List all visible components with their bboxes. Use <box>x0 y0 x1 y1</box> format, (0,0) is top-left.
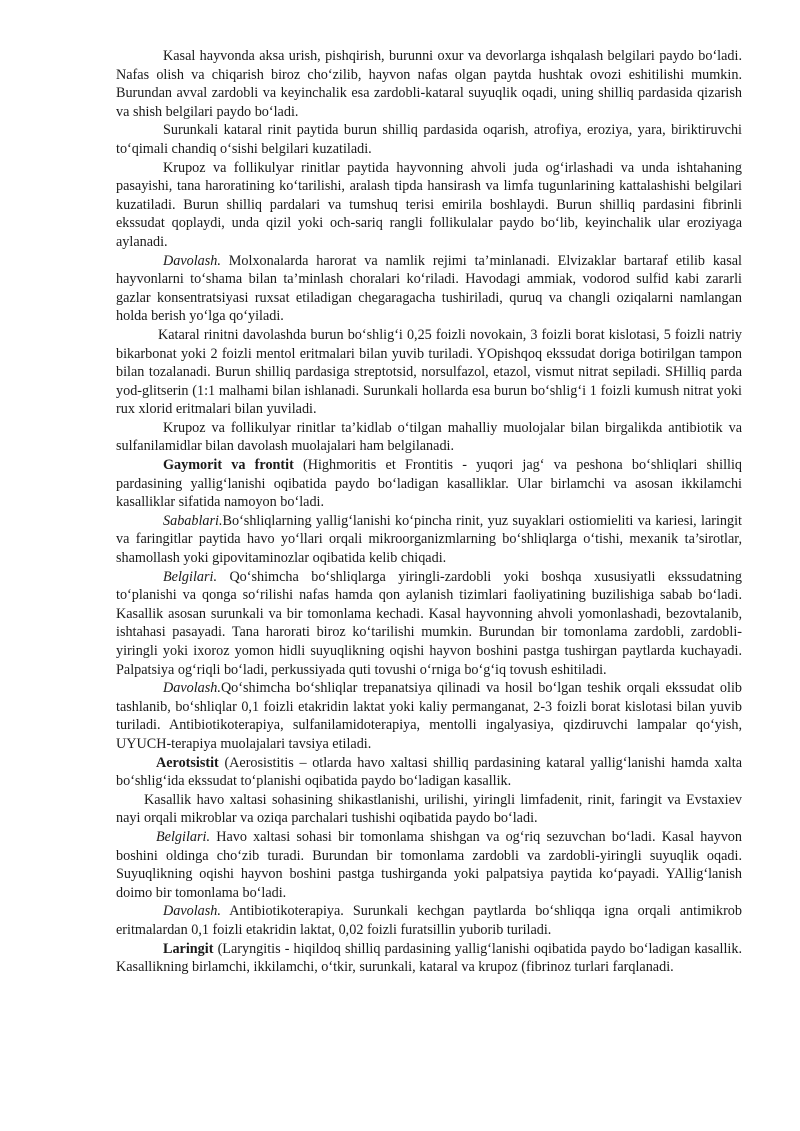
paragraph-croupous-treatment <box>116 419 742 456</box>
paragraph-laringit-heading <box>116 940 742 977</box>
section-title: Laringit <box>163 940 214 957</box>
paragraph-text: Qo‘shimcha bo‘shliqlar trepanatsiya qilinadi va hosil bo‘lgan teshik orqali ekssudat olib tashlanib, bo‘shliqlar 0,1 foizli etakridin laktat yoki kaliy permanganat, 2-3 foizli borat kislotasi bilan yuvib turiladi. Antibiotikoterapiya, sulfanilamidoterapiya, mentolli ingalyasiya, qizdiruvchi lampalar qo‘yish, UYUCH-terapiya muolajalari tavsiya etiladi. <box>116 680 742 752</box>
section-title: Aerotsistit <box>156 754 219 771</box>
paragraph-text: Bo‘shliqlarning yallig‘lanishi ko‘pincha rinit, yuz suyaklari ostiomieliti va kariesi, laringit va faringitlar paytida havo yo‘llari orqali mikroorganizmlarning bo‘shliqlarga o‘tishi, mexanik ta’sirotlar, shamollash yoki gipovitaminozlar oqibatida kelib chiqadi. <box>116 512 742 567</box>
paragraph-text: Krupoz va follikulyar rinitlar paytida hayvonning ahvoli juda og‘irlashadi va unda ishtahaning pasayishi, tana haroratining ko‘tarilishi, aralash tipda hansirash va limfa tugunlarining kattalashishi belgilari kuzatiladi. Burun shilliq pardalari va tumshuq terisi emirila boshlaydi. Burun shilliq pardasini fibrinli ekssudat qoplaydi, unda qizil yoki och-sariq rangli follikulalar paydo bo‘lib, keyinchalik ular eroziyaga aylanadi. <box>116 159 742 250</box>
paragraph-text: Kasallik havo xaltasi sohasining shikastlanishi, urilishi, yiringli limfadenit, rinit, faringit va Evstaxiev nayi orqali mikroblar va oziqa parchalari tushishi oqibatida paydo bo‘ladi. <box>116 791 742 827</box>
paragraph-catarrhal-treatment <box>116 326 742 419</box>
paragraph-aerotsistit-causes <box>116 791 742 828</box>
section-lead: Belgilari. <box>156 828 210 845</box>
paragraph-text: Surunkali kataral rinit paytida burun shilliq pardasida oqarish, atrofiya, eroziya, yara, biriktiruvchi to‘qimali chandiq o‘sishi belgilari kuzatiladi. <box>116 122 742 157</box>
section-lead: Davolash. <box>163 680 221 697</box>
paragraph-text: (Laryngitis - hiqildoq shilliq pardasining yallig‘lanishi oqibatida paydo bo‘ladigan kasallik. Kasallikning birlamchi, ikkilamchi, o‘tkir, surunkali, kataral va krupoz (fibrinoz turlari farqlanadi. <box>116 940 742 976</box>
paragraph-text: Kasal hayvonda aksa urish, pishqirish, burunni oxur va devorlarga ishqalash belgilari paydo bo‘ladi. Nafas olish va chiqarish biroz cho‘zilib, hayvon nafas olgan paytda hushtak ovozi eshitilishi mumkin. Burundan avval zardobli va keyinchalik esa zardobli-kataral suyuqlik oqadi, uning shilliq pardasida qizarish va shish belgilari paydo bo‘ladi. <box>116 48 742 120</box>
paragraph-causes <box>116 512 742 568</box>
paragraph-chronic-rhinitis <box>116 121 742 158</box>
paragraph-text: Antibiotikoterapiya. Surunkali kechgan paytlarda bo‘shliqqa igna orqali antimikrob eritmalardan 0,1 foizli etakridin laktat, 0,02 foizli furatsillin yuborib turiladi. <box>116 903 742 938</box>
section-lead: Davolash. <box>163 903 221 920</box>
paragraph-text: Qo‘shimcha bo‘shliqlarga yiringli-zardobli yoki boshqa xususiyatli ekssudatning to‘planishi va qonga so‘rilishi nafas hamda qon aylanish tizimlari faoliyatining buzilishiga sabab bo‘ladi. Kasallik asosan surunkali va bir tomonlama kechadi. Kasal hayvonning ahvoli yomonlashadi, bezovtalanib, ishtahasi pasayadi. Tana harorati biroz ko‘tarilishi mumkin. Burundan bir tomonlama zardobli, zardobli-yiringli yoki ixoroz yomon hidli suyuqlikning oqishi hayvon boshini pastga tushirgan paytlarda kuchayadi. Palpatsiya og‘riqli bo‘ladi, perkussiyada quti tovushi o‘rniga bo‘g‘iq tovush eshitiladi. <box>116 568 742 678</box>
paragraph-text: (Aerosistitis – otlarda havo xaltasi shilliq pardasining kataral yallig‘lanishi hamda xalta bo‘shlig‘ida ekssudat to‘planishi oqibatida paydo bo‘ladigan kasallik. <box>116 754 742 790</box>
paragraph-text: (Highmoritis et Frontitis - yuqori jag‘ va peshona bo‘shliqlari shilliq pardasining yallig‘lanishi oqibatida paydo bo‘ladigan kasalliklar. Ular birlamchi va asosan ikkilamchi kasalliklar sifatida namoyon bo‘ladi. <box>116 457 742 511</box>
paragraph-text: Molxonalarda harorat va namlik rejimi ta’minlanadi. Elvizaklar bartaraf etilib kasal hayvonlarni to‘shama bilan ta’minlash choralari ko‘riladi. Havodagi ammiak, vodorod sulfid kabi zararli gazlar konsentratsiyasi ruxsat etiladigan chegaragacha tushiriladi, quruq va changli oziqalarni namlangan holda berish yo‘lga qo‘yiladi. <box>116 252 742 325</box>
paragraph-text: Krupoz va follikulyar rinitlar ta’kidlab o‘tilgan mahalliy muolojalar bilan birgalikda antibiotik va sulfanilamidlar bilan davolash muolajalari ham belgilanadi. <box>116 419 742 455</box>
document-page <box>116 47 742 977</box>
paragraph-symptoms <box>116 47 742 121</box>
paragraph-text: Kataral rinitni davolashda burun bo‘shlig‘i 0,25 foizli novokain, 3 foizli borat kislotasi, 5 foizli natriy bikarbonat yoki 2 foizli mentol eritmalari bilan yuvib turiladi. YOpishqoq ekssudat doriga botirilgan tampon bilan tozalanadi. Burun shilliq pardasiga streptotsid, norsulfazol, etazol, vismut nitrat sepiladi. SHilliq parda yod-glitserin (1:1 malhami bilan ishlanadi. Surunkali hollarda esa burun bo‘shlig‘i 1 foizli kumush nitrat yoki rux xlorid eritmalari bilan yuviladi. <box>116 326 742 418</box>
section-lead: Davolash. <box>163 252 221 269</box>
paragraph-gaymorit-heading <box>116 456 742 512</box>
paragraph-aerotsistit-heading <box>116 754 742 791</box>
section-title: Gaymorit va frontit <box>163 457 294 474</box>
section-lead: Belgilari. <box>163 568 217 585</box>
paragraph-aerotsistit-treatment <box>116 902 742 939</box>
paragraph-aerotsistit-signs <box>116 828 742 902</box>
paragraph-gaymorit-treatment <box>116 679 742 753</box>
paragraph-text: Havo xaltasi sohasi bir tomonlama shishgan va og‘riq sezuvchan bo‘ladi. Kasal hayvon boshini oldinga cho‘zib turadi. Burundan bir tomonlama zardobli va zardobli-yiringli suyuqlik oqadi. Suyuqlikning oqishi hayvon boshini pastga tushirganda yoki palpatsiya paytida ko‘payadi. YAllig‘lanish doimo bir tomonlama bo‘ladi. <box>116 828 742 901</box>
section-lead: Sabablari. <box>163 512 223 529</box>
paragraph-treatment <box>116 252 742 326</box>
paragraph-signs <box>116 568 742 680</box>
paragraph-croupous-rhinitis <box>116 159 742 252</box>
